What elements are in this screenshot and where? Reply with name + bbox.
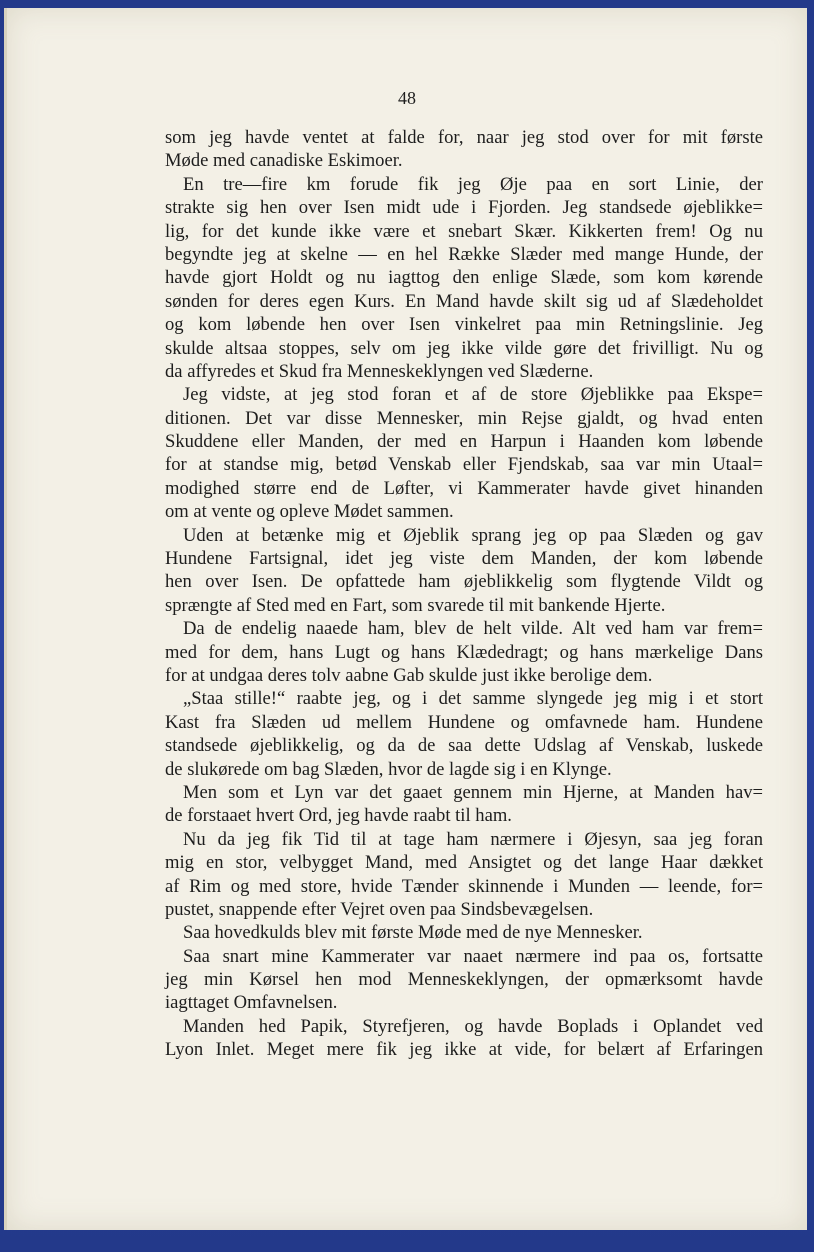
text-line: Lyon Inlet. Meget mere fik jeg ikke at vide, for belært af Erfaringen xyxy=(165,1039,763,1061)
text-line: for at standse mig, betød Venskab eller Fjendskab, saa var min Utaal= xyxy=(165,454,763,476)
text-line: iagttaget Omfavnelsen. xyxy=(165,992,338,1014)
text-line: strakte sig hen over Isen midt ude i Fjorden. Jeg standsede øjeblikke= xyxy=(165,197,763,219)
text-line: Kast fra Slæden ud mellem Hundene og omfavnede ham. Hundene xyxy=(165,711,763,733)
text-line: med for dem, hans Lugt og hans Klædedragt; og hans mærkelige Dans xyxy=(165,641,763,663)
text-line: Saa hovedkulds blev mit første Møde med de nye Mennesker. xyxy=(183,922,643,944)
text-line: da affyredes et Skud fra Menneskeklyngen ved Slæderne. xyxy=(165,360,594,382)
text-line: og kom løbende hen over Isen vinkelret paa min Retningslinie. Jeg xyxy=(165,314,763,336)
text-line: begyndte jeg at skelne — en hel Række Slæder med mange Hunde, der xyxy=(165,243,763,265)
text-line: for at undgaa deres tolv aabne Gab skulde just ikke berolige dem. xyxy=(165,664,653,686)
text-line: sønden for deres egen Kurs. En Mand havde skilt sig ud af Slædeholdet xyxy=(165,290,763,312)
text-line: Uden at betænke mig et Øjeblik sprang jeg op paa Slæden og gav xyxy=(183,524,763,546)
text-line: ditionen. Det var disse Mennesker, min Rejse gjaldt, og hvad enten xyxy=(165,407,763,429)
text-line: havde gjort Holdt og nu iagttog den enlige Slæde, som kom kørende xyxy=(165,267,763,289)
text-line: om at vente og opleve Mødet sammen. xyxy=(165,501,454,523)
text-line: hen over Isen. De opfattede ham øjeblikkelig som flygtende Vildt og xyxy=(165,571,763,593)
text-line: Jeg vidste, at jeg stod foran et af de store Øjeblikke paa Ekspe= xyxy=(183,384,763,406)
text-line: Da de endelig naaede ham, blev de helt vilde. Alt ved ham var frem= xyxy=(183,618,763,640)
text-line: de forstaaet hvert Ord, jeg havde raabt til ham. xyxy=(165,805,512,827)
text-line: standsede øjeblikkelig, og da de saa dette Udslag af Venskab, luskede xyxy=(165,735,763,757)
text-line: sprængte af Sted med en Fart, som svarede til mit bankende Hjerte. xyxy=(165,594,666,616)
text-line: jeg min Kørsel hen mod Menneskeklyngen, der opmærksomt havde xyxy=(165,969,763,991)
text-line: mig en stor, velbygget Mand, med Ansigtet og det lange Haar dækket xyxy=(165,852,763,874)
text-line: modighed større end de Løfter, vi Kammerater havde givet hinanden xyxy=(165,477,763,499)
book-page xyxy=(4,8,807,1230)
text-line: Skuddene eller Manden, der med en Harpun i Haanden kom løbende xyxy=(165,431,763,453)
text-line: Saa snart mine Kammerater var naaet nærmere ind paa os, fortsatte xyxy=(183,945,763,967)
text-line: skulde altsaa stoppes, selv om jeg ikke vilde gøre det frivilligt. Nu og xyxy=(165,337,763,359)
text-line: lig, for det kunde ikke være et snebart Skær. Kikkerten frem! Og nu xyxy=(165,220,763,242)
text-line: de slukørede om bag Slæden, hvor de lagde sig i en Klynge. xyxy=(165,758,612,780)
text-line: Nu da jeg fik Tid til at tage ham nærmere i Øjesyn, saa jeg foran xyxy=(183,828,763,850)
text-line: Manden hed Papik, Styrefjeren, og havde Boplads i Oplandet ved xyxy=(183,1015,763,1037)
text-line: „Staa stille!“ raabte jeg, og i det samme slyngede jeg mig i et stort xyxy=(183,688,763,710)
text-line: Hundene Fartsignal, idet jeg viste dem Manden, der kom løbende xyxy=(165,548,763,570)
text-line: Møde med canadiske Eskimoer. xyxy=(165,150,403,172)
text-line: En tre—fire km forude fik jeg Øje paa en sort Linie, der xyxy=(183,173,763,195)
text-line: pustet, snappende efter Vejret oven paa Sindsbevægelsen. xyxy=(165,898,594,920)
page-number: 48 xyxy=(398,88,416,108)
text-line: som jeg havde ventet at falde for, naar jeg stod over for mit første xyxy=(165,127,763,148)
text-line: af Rim og med store, hvide Tænder skinnende i Munden — leende, for= xyxy=(165,875,763,897)
text-line: Men som et Lyn var det gaaet gennem min Hjerne, at Manden hav= xyxy=(183,781,763,803)
body-text xyxy=(165,126,763,1062)
